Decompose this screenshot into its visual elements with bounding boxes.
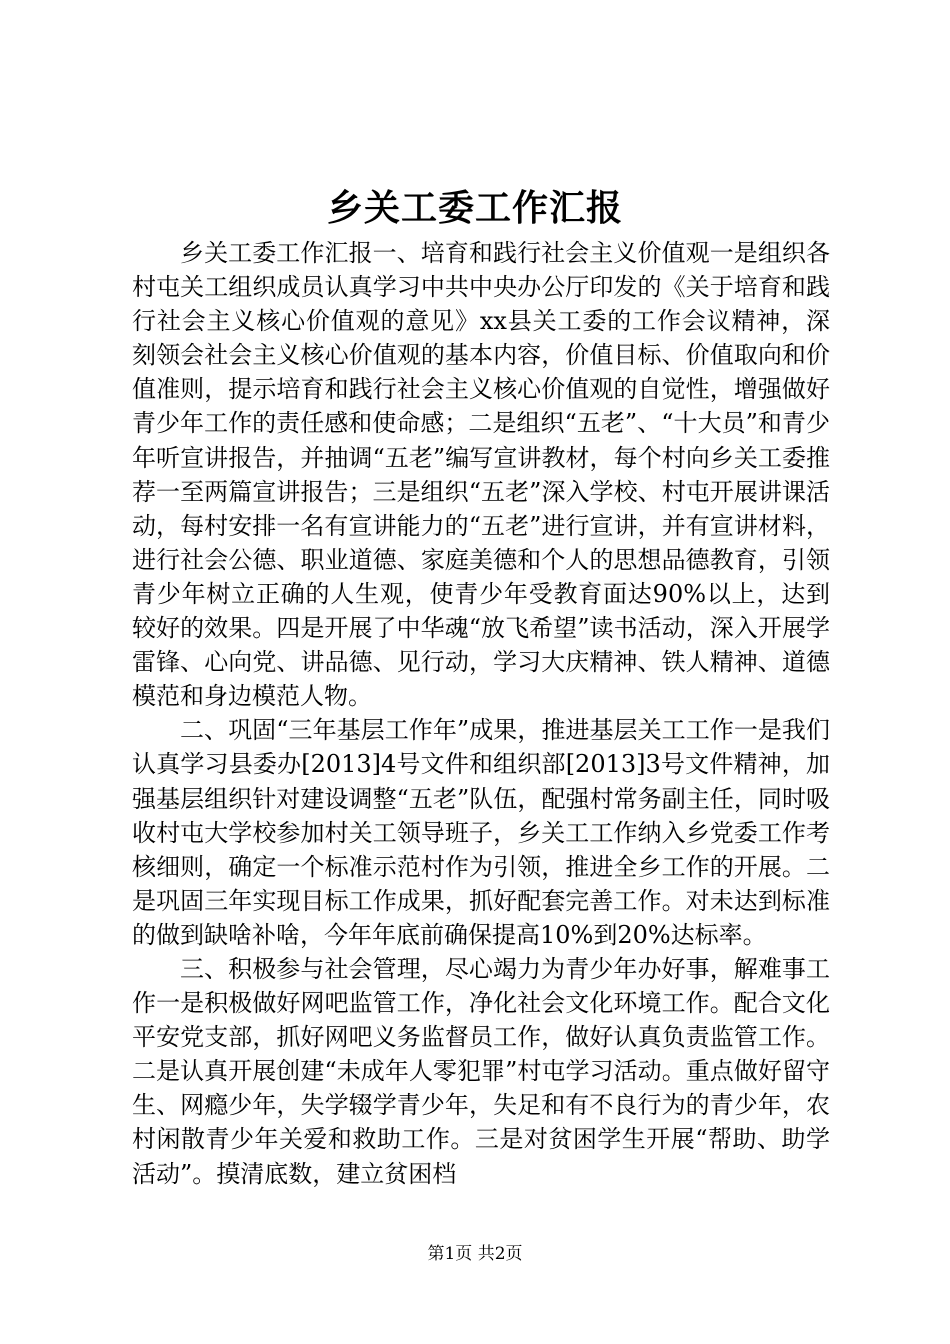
paragraph-3: 三、积极参与社会管理，尽心竭力为青少年办好事，解难事工作一是积极做好网吧监管工作，净化社会文化环境工作。配合文化平安党支部，抓好网吧义务监督员工作，做好认真负责监管工作。二是认真开展创建“未成年人零犯罪”村屯学习活动。重点做好留守生、网瘾少年，失学辍学青少年，失足和有不良行为的青少年，农村闲散青少年关爱和救助工作。三是对贫困学生开展“帮助、助学活动”。摸清底数，建立贫困档: [132, 954, 830, 1188]
document-body: [132, 236, 830, 1191]
document-title: 乡关工委工作汇报: [326, 187, 623, 229]
page-number-footer: 第1页 共2页: [427, 1244, 523, 1264]
paragraph-2: 二、巩固“三年基层工作年”成果，推进基层关工工作一是我们认真学习县委办[2013]4号文件和组织部[2013]3号文件精神，加强基层组织针对建设调整“五老”队伍，配强村常务副主任，同时吸收村屯大学校参加村关工领导班子，乡关工工作纳入乡党委工作考核细则，确定一个标准示范村作为引领，推进全乡工作的开展。二是巩固三年实现目标工作成果，抓好配套完善工作。对未达到标准的做到缺啥补啥，今年年底前确保提高10%到20%达标率。: [132, 716, 830, 949]
paragraph-1: 乡关工委工作汇报一、培育和践行社会主义价值观一是组织各村屯关工组织成员认真学习中共中央办公厅印发的《关于培育和践行社会主义核心价值观的意见》xx县关工委的工作会议精神，深刻领会社会主义核心价值观的基本内容，价值目标、价值取向和价值准则，提示培育和践行社会主义核心价值观的自觉性，增强做好青少年工作的责任感和使命感；二是组织“五老”、“十大员”和青少年听宣讲报告，并抽调“五老”编写宣讲教材，每个村向乡关工委推荐一至两篇宣讲报告；三是组织“五老”深入学校、村屯开展讲课活动，每村安排一名有宣讲能力的“五老”进行宣讲，并有宣讲材料，进行社会公德、职业道德、家庭美德和个人的思想品德教育，引领青少年树立正确的人生观，使青少年受教育面达90%以上，达到较好的效果。四是开展了中华魂“放飞希望”读书活动，深入开展学雷锋、心向党、讲品德、见行动，学习大庆精神、铁人精神、道德模范和身边模范人物。: [132, 239, 830, 711]
